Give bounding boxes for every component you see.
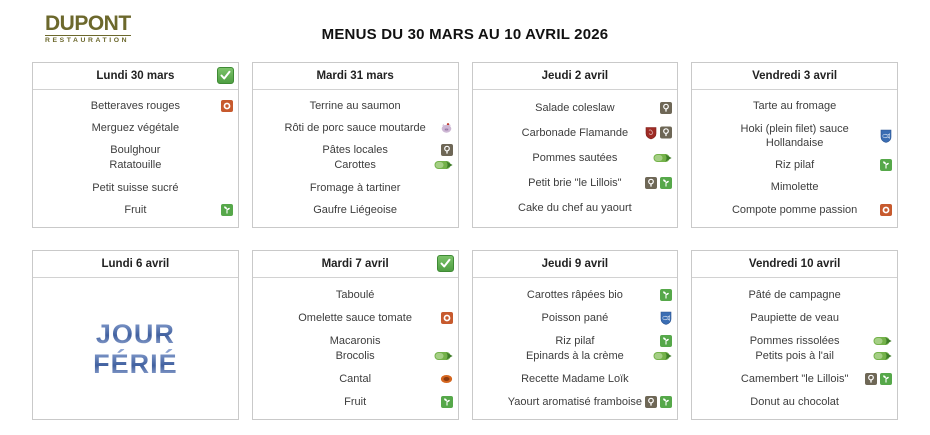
holiday-text: JOUR xyxy=(95,318,175,349)
menu-item xyxy=(692,180,897,194)
card-body xyxy=(33,90,238,227)
day-label: Vendredi 10 avril xyxy=(748,258,841,270)
menu-card xyxy=(252,62,459,228)
bio-icon xyxy=(880,373,892,385)
item-label: Compote pomme passion xyxy=(731,203,858,216)
menu-item xyxy=(692,372,897,386)
menu-item xyxy=(253,181,458,195)
item-label: Tarte au fromage xyxy=(753,100,837,113)
item-icons xyxy=(653,351,672,361)
menu-item xyxy=(473,372,678,386)
item-label: Petits pois à l'ail xyxy=(755,349,834,362)
local-product-icon xyxy=(660,102,672,114)
item-icons xyxy=(645,177,672,189)
seasonal-arrow-icon xyxy=(434,160,453,170)
menu-item xyxy=(253,158,458,172)
item-icons xyxy=(653,153,672,163)
item-icons xyxy=(660,102,672,114)
local-product-icon xyxy=(865,373,877,385)
menu-item xyxy=(473,151,678,165)
item-label: Boulghour xyxy=(110,144,161,157)
menu-item xyxy=(473,311,678,325)
card-header xyxy=(253,251,458,278)
menu-slot xyxy=(253,181,458,195)
item-icons xyxy=(645,126,672,139)
item-label: Donut au chocolat xyxy=(750,395,839,408)
menu-item xyxy=(33,143,238,157)
item-icons xyxy=(434,160,453,170)
menu-item xyxy=(253,372,458,386)
item-label: Pommes sautées xyxy=(532,151,618,164)
menu-slot xyxy=(253,121,458,135)
item-label: Paupiette de veau xyxy=(750,311,839,324)
day-label: Jeudi 2 avril xyxy=(541,70,609,82)
item-label: Riz pilaf xyxy=(555,334,595,347)
item-label: Riz pilaf xyxy=(775,158,815,171)
local-product-icon xyxy=(645,396,657,408)
menu-item xyxy=(692,288,897,302)
menu-item xyxy=(253,203,458,217)
menu-item xyxy=(692,311,897,325)
menu-card xyxy=(691,62,898,228)
local-product-icon xyxy=(645,177,657,189)
item-label: Recette Madame Loïk xyxy=(521,372,629,385)
item-icons xyxy=(873,351,892,361)
menu-card xyxy=(252,250,459,420)
page-title: MENUS DU 30 MARS AU 10 AVRIL 2026 xyxy=(321,26,609,43)
menu-item xyxy=(253,143,458,157)
item-label: Betteraves rouges xyxy=(90,100,181,113)
menu-slot xyxy=(473,201,678,215)
menu-item xyxy=(692,122,897,150)
item-label: Carbonade Flamande xyxy=(521,126,629,139)
item-label: Terrine au saumon xyxy=(309,100,401,113)
item-icons xyxy=(880,204,892,216)
item-label: Pommes rissolées xyxy=(749,334,840,347)
menu-item xyxy=(473,288,678,302)
item-icons xyxy=(660,289,672,301)
item-label: Cake du chef au yaourt xyxy=(518,202,632,215)
menu-item xyxy=(692,158,897,172)
card-body xyxy=(473,278,678,419)
menu-item xyxy=(473,349,678,363)
menu-item xyxy=(473,334,678,348)
menu-item xyxy=(473,395,678,409)
item-label: Fruit xyxy=(344,395,367,408)
menu-item xyxy=(253,99,458,113)
item-label: Fromage à tartiner xyxy=(309,181,401,194)
card-header xyxy=(692,251,897,278)
menu-card xyxy=(32,62,239,228)
item-label: Carottes râpées bio xyxy=(526,288,623,301)
item-icons xyxy=(880,159,892,171)
day-label: Vendredi 3 avril xyxy=(752,70,838,82)
item-icons xyxy=(865,373,892,385)
bio-icon xyxy=(660,177,672,189)
item-label: Mimolette xyxy=(770,181,819,194)
item-label: Poisson pané xyxy=(541,311,609,324)
menu-slot xyxy=(473,372,678,386)
card-header xyxy=(473,63,678,90)
card-header xyxy=(33,251,238,278)
seasonal-arrow-icon xyxy=(653,153,672,163)
regional-shield-icon xyxy=(645,126,657,139)
menu-item xyxy=(33,121,238,135)
item-label: Omelette sauce tomate xyxy=(298,311,412,324)
menu-slot xyxy=(253,288,458,302)
item-label: Carottes xyxy=(334,159,376,172)
bio-icon xyxy=(660,335,672,347)
day-label: Mardi 31 mars xyxy=(316,70,394,82)
menu-slot xyxy=(253,203,458,217)
menu-item xyxy=(692,203,897,217)
menu-item xyxy=(473,201,678,215)
menu-slot xyxy=(473,151,678,165)
item-label: Petit brie "le Lillois" xyxy=(528,177,622,190)
seasonal-arrow-icon xyxy=(653,351,672,361)
card-header xyxy=(473,251,678,278)
item-label: Petit suisse sucré xyxy=(92,181,179,194)
menu-slot xyxy=(473,176,678,190)
holiday-body xyxy=(33,278,238,419)
item-label: Rôti de porc sauce moutarde xyxy=(284,122,426,135)
bio-icon xyxy=(660,396,672,408)
item-icons xyxy=(880,129,892,143)
card-header xyxy=(33,63,238,90)
item-icons xyxy=(434,351,453,361)
local-product-icon xyxy=(441,144,453,156)
bio-icon xyxy=(441,396,453,408)
menu-item xyxy=(692,395,897,409)
menu-item xyxy=(33,181,238,195)
orange-label-icon xyxy=(441,312,453,324)
seasonal-arrow-icon xyxy=(873,351,892,361)
item-label: Camembert "le Lillois" xyxy=(740,372,849,385)
day-label: Lundi 6 avril xyxy=(101,258,170,270)
item-label: Cantal xyxy=(339,372,372,385)
item-label: Salade coleslaw xyxy=(535,101,615,114)
holiday-text: FÉRIÉ xyxy=(93,348,178,379)
menu-slot xyxy=(253,311,458,325)
menu-slot xyxy=(473,288,678,302)
menu-item xyxy=(253,349,458,363)
menu-slot xyxy=(473,334,678,363)
orange-label-icon xyxy=(880,204,892,216)
menu-slot xyxy=(33,99,238,113)
day-label: Jeudi 9 avril xyxy=(541,258,609,270)
item-icons xyxy=(440,374,453,384)
orange-label-icon xyxy=(221,100,233,112)
menu-item xyxy=(33,203,238,217)
menu-item xyxy=(253,121,458,135)
item-icons xyxy=(221,100,233,112)
menu-slot xyxy=(33,203,238,217)
item-label: Macaronis xyxy=(329,334,381,347)
menu-item xyxy=(692,349,897,363)
menu-slot xyxy=(253,99,458,113)
menu-slot xyxy=(253,372,458,386)
card-header xyxy=(692,63,897,90)
menu-slot xyxy=(33,121,238,135)
menu-item xyxy=(473,176,678,190)
menu-card xyxy=(472,62,679,228)
item-label: Taboulé xyxy=(335,288,375,301)
validated-check-icon xyxy=(217,67,234,84)
menu-item xyxy=(253,311,458,325)
aop-icon xyxy=(440,374,453,384)
item-icons xyxy=(441,396,453,408)
card-body xyxy=(692,278,897,419)
bio-icon xyxy=(880,159,892,171)
bio-icon xyxy=(660,289,672,301)
card-body xyxy=(253,90,458,227)
card-header xyxy=(253,63,458,90)
menu-slot xyxy=(692,334,897,363)
item-icons xyxy=(660,335,672,347)
seasonal-arrow-icon xyxy=(434,351,453,361)
menu-item xyxy=(692,334,897,348)
menu-slot xyxy=(692,158,897,172)
menu-slot xyxy=(473,126,678,140)
sustainable-fish-icon xyxy=(660,311,672,325)
item-label: Yaourt aromatisé framboise xyxy=(507,395,643,408)
card-body xyxy=(253,278,458,419)
menu-slot xyxy=(253,334,458,363)
menu-item xyxy=(473,126,678,140)
logo-name: DUPONT xyxy=(45,12,131,35)
menu-grid xyxy=(32,62,898,420)
menu-slot xyxy=(692,288,897,302)
menu-card xyxy=(691,250,898,420)
item-label: Pâté de campagne xyxy=(748,288,841,301)
menu-item xyxy=(253,395,458,409)
item-label: Merguez végétale xyxy=(91,122,180,135)
local-product-icon xyxy=(660,127,672,139)
day-label: Mardi 7 avril xyxy=(321,258,389,270)
menu-slot xyxy=(692,372,897,386)
menu-slot xyxy=(473,101,678,115)
item-icons xyxy=(441,144,453,156)
item-label: Fruit xyxy=(124,203,147,216)
menu-slot xyxy=(253,143,458,172)
menu-item xyxy=(253,288,458,302)
menu-item xyxy=(692,99,897,113)
item-label: Pâtes locales xyxy=(322,144,388,157)
menu-slot xyxy=(253,395,458,409)
menu-slot xyxy=(692,180,897,194)
day-label: Lundi 30 mars xyxy=(96,70,175,82)
menu-slot xyxy=(692,395,897,409)
card-body xyxy=(473,90,678,227)
bio-icon xyxy=(221,204,233,216)
menu-item xyxy=(473,101,678,115)
logo-subtitle: RESTAURATION xyxy=(45,37,130,44)
menu-card xyxy=(32,250,239,420)
menu-slot xyxy=(692,122,897,150)
item-label: Gaufre Liégeoise xyxy=(313,203,398,216)
item-label: Ratatouille xyxy=(109,159,162,172)
pork-icon xyxy=(440,123,453,134)
menu-slot xyxy=(692,99,897,113)
item-label: Brocolis xyxy=(335,349,375,362)
item-icons xyxy=(645,396,672,408)
sustainable-fish-icon xyxy=(880,129,892,143)
item-icons xyxy=(440,123,453,134)
menu-slot xyxy=(33,143,238,172)
item-label: Epinards à la crème xyxy=(525,349,624,362)
menu-slot xyxy=(473,311,678,325)
menu-slot xyxy=(692,203,897,217)
validated-check-icon xyxy=(437,255,454,272)
seasonal-arrow-icon xyxy=(873,336,892,346)
menu-item xyxy=(33,158,238,172)
card-body xyxy=(692,90,897,227)
menu-slot xyxy=(473,395,678,409)
item-label: Hoki (plein filet) sauce Hollandaise xyxy=(740,122,849,149)
item-icons xyxy=(221,204,233,216)
menu-card xyxy=(472,250,679,420)
menu-slot xyxy=(692,311,897,325)
menu-item xyxy=(33,99,238,113)
menu-slot xyxy=(33,181,238,195)
item-icons xyxy=(873,336,892,346)
item-icons xyxy=(660,311,672,325)
menu-item xyxy=(253,334,458,348)
item-icons xyxy=(441,312,453,324)
